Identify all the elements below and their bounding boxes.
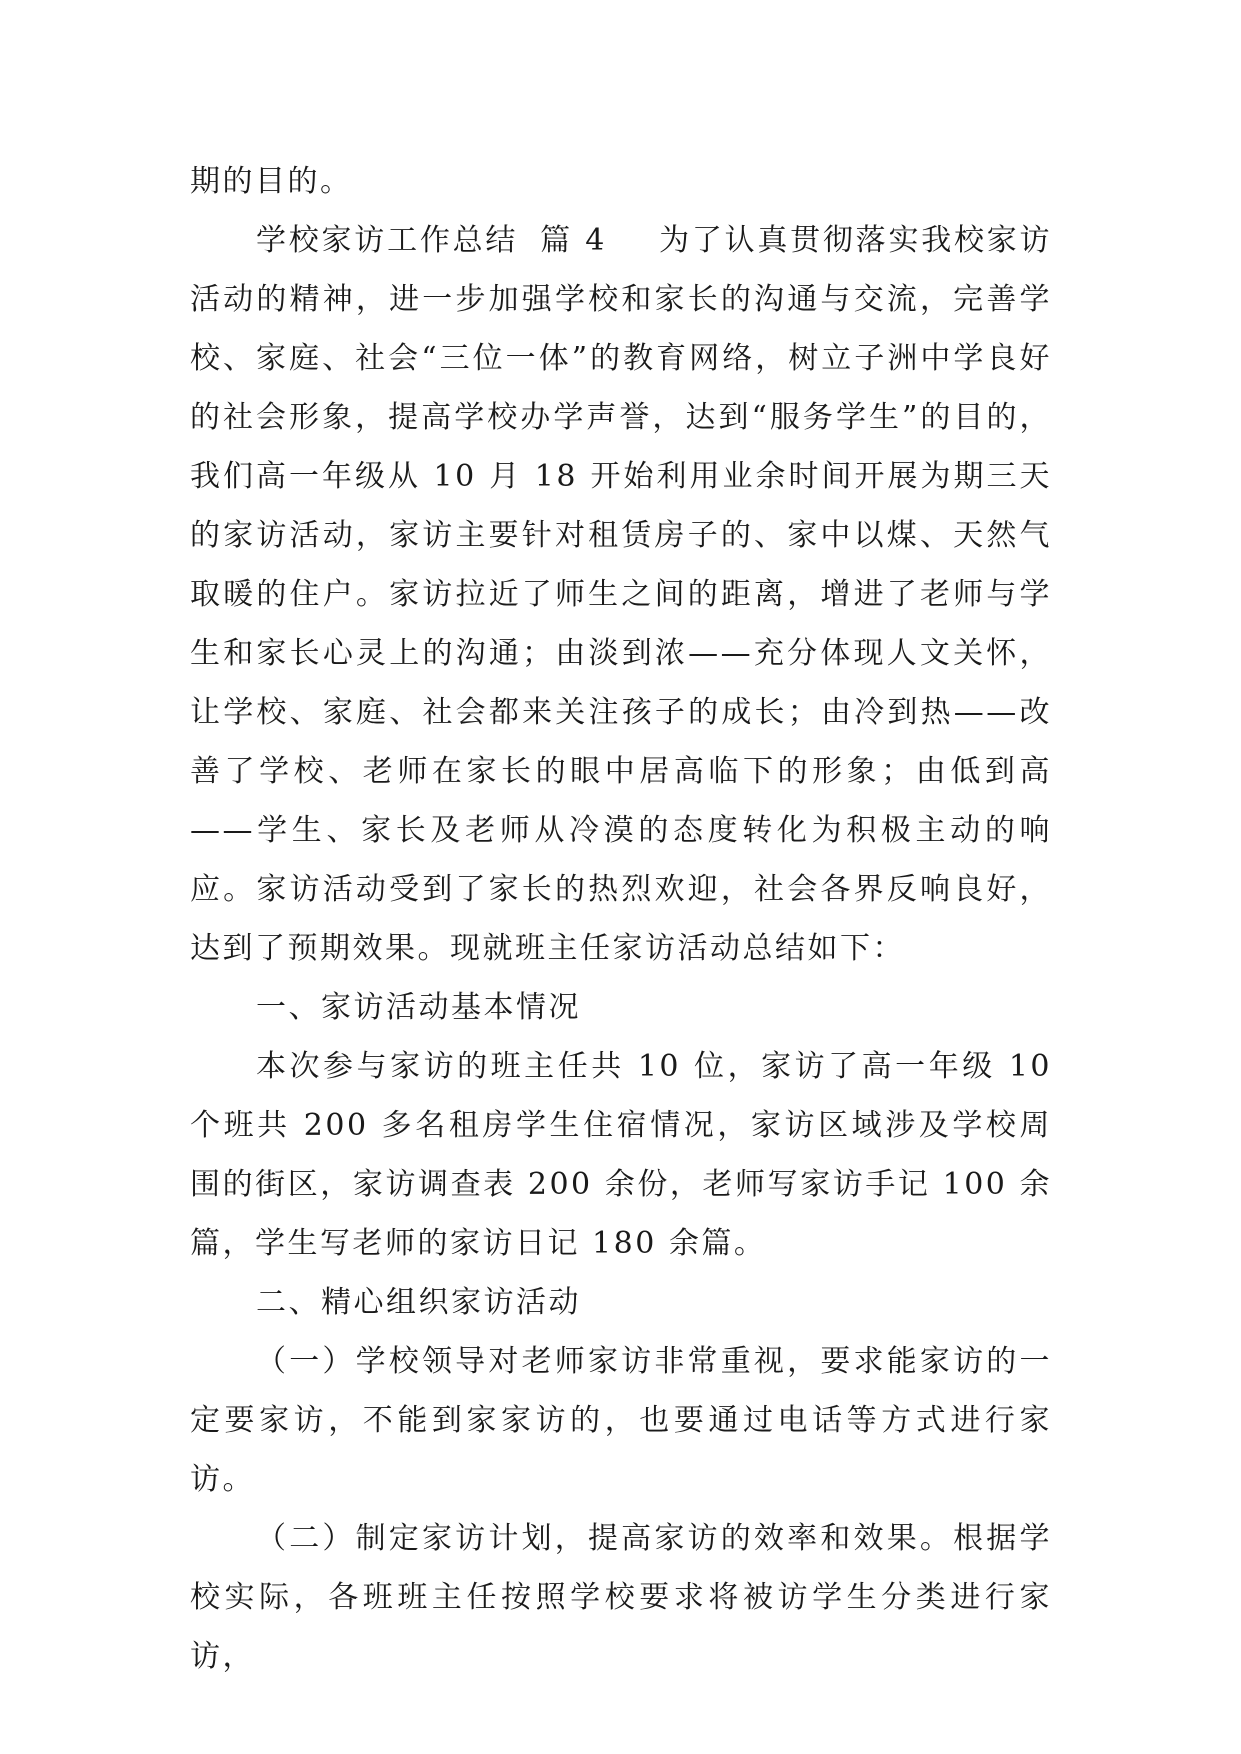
paragraph-text: （一）学校领导对老师家访非常重视，要求能家访的一定要家访，不能到家家访的，也要通过电话等方式进行家访。 [190,1344,1052,1497]
paragraph-item-1 [190,1332,1052,1509]
section-heading-1 [190,978,1052,1037]
paragraph-text: 期的目的。 [190,164,353,199]
section-heading-text: 一、家访活动基本情况 [256,990,581,1025]
paragraph-basic-situation [190,1037,1052,1273]
paragraph-item-2 [190,1509,1052,1686]
article-heading: 学校家访工作总结 [256,223,519,258]
paragraph-text: （二）制定家访计划，提高家访的效率和效果。根据学校实际，各班班主任按照学校要求将被访学生分类进行家访， [190,1521,1052,1674]
document-body [190,152,1052,1686]
paragraph-continuation [190,152,1052,211]
paragraph-text: 本次参与家访的班主任共 10 位，家访了高一年级 10 个班共 200 多名租房学生住宿情况，家访区域涉及学校周围的街区，家访调查表 200 余份，老师写家访手记 100 余篇，学生写老师的家访日记 180 余篇。 [190,1049,1052,1261]
paragraph-article-intro [190,211,1052,978]
article-number-label: 篇 4 [540,223,607,258]
section-heading-2 [190,1273,1052,1332]
section-heading-text: 二、精心组织家访活动 [256,1285,581,1320]
paragraph-text: 为了认真贯彻落实我校家访活动的精神，进一步加强学校和家长的沟通与交流，完善学校、家庭、社会“三位一体”的教育网络，树立子洲中学良好的社会形象，提高学校办学声誉，达到“服务学生”的目的，我们高一年级从 10 月 18 开始利用业余时间开展为期三天的家访活动，家访主要针对租赁房子的、家中以煤、天然气取暖的住户。家访拉近了师生之间的距离，增进了老师与学生和家长心灵上的沟通；由淡到浓——充分体现人文关怀，让学校、家庭、社会都来关注孩子的成长；由冷到热——改善了学校、老师在家长的眼中居高临下的形象；由低到高——学生、家长及老师从冷漠的态度转化为积极主动的响应。家访活动受到了家长的热烈欢迎，社会各界反响良好，达到了预期效果。现就班主任家访活动总结如下： [190,223,1053,966]
